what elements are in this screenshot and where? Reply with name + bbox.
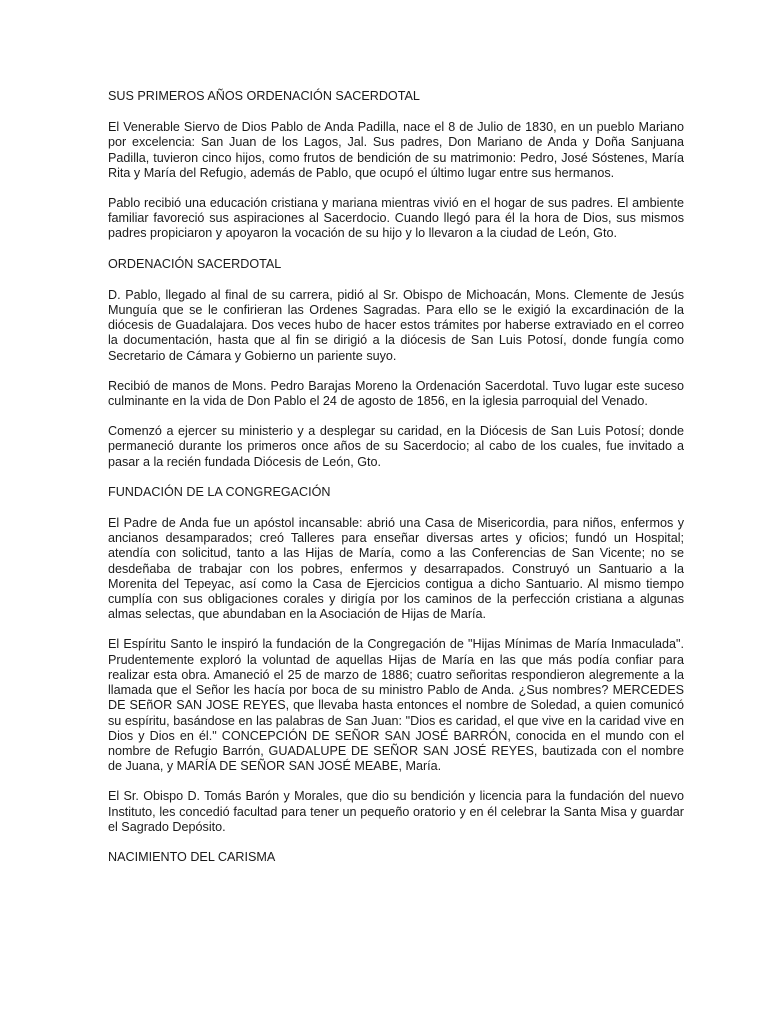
paragraph: Comenzó a ejercer su ministerio y a desplegar su caridad, en la Diócesis de San Luis Potosí; donde permaneció durante los primeros once años de su Sacerdocio; al cabo de los cuales, fue invitado a pasar a la recién fundada Diócesis de León, Gto.: [108, 424, 684, 469]
section-heading: FUNDACIÓN DE LA CONGREGACIÓN: [108, 484, 331, 499]
section-heading: NACIMIENTO DEL CARISMA: [108, 849, 276, 864]
paragraph: El Espíritu Santo le inspiró la fundación de la Congregación de "Hijas Mínimas de María Inmaculada". Prudentemente exploró la voluntad de aquellas Hijas de María en las que más podía confiar para realizar esta obra. Amaneció el 25 de marzo de 1886; cuatro señoritas respondieron alegremente a la llamada que el Señor les hacía por boca de su ministro Pablo de Anda. ¿Sus nombres? MERCEDES DE SEñOR SAN JOSE REYES, que llevaba hasta entonces el nombre de Soledad, a quien comunicó su espíritu, basándose en las palabras de San Juan: "Dios es caridad, el que vive en la caridad vive en Dios y Dios en él." CONCEPCIÓN DE SEÑOR SAN JOSÉ BARRÓN, conocida en el mundo con el nombre de Refugio Barrón, GUADALUPE DE SEÑOR SAN JOSÉ REYES, bautizada con el nombre de Juana, y MARÍA DE SEÑOR SAN JOSÉ MEABE, María.: [108, 637, 684, 774]
paragraph: El Padre de Anda fue un apóstol incansable: abrió una Casa de Misericordia, para niños, enfermos y ancianos desamparados; creó Talleres para enseñar diversas artes y oficios; fundó un Hospital; atendía con solicitud, tanto a las Hijas de María, como a las Conferencias de San Vicente; no se desdeñaba de trabajar con los pobres, enfermos y desarrapados. Construyó un Santuario a la Morenita del Tepeyac, así como la Casa de Ejercicios contigua a dicho Santuario. Al mismo tiempo cumplía con sus obligaciones corales y dirigía por los caminos de la perfección cristiana a algunas almas selectas, que abundaban en la Asociación de Hijas de María.: [108, 516, 684, 622]
section-heading: SUS PRIMEROS AÑOS ORDENACIÓN SACERDOTAL: [108, 89, 420, 103]
paragraph: El Sr. Obispo D. Tomás Barón y Morales, que dio su bendición y licencia para la fundación del nuevo Instituto, les concedió facultad para tener un pequeño oratorio y en él celebrar la Santa Misa y guardar el Sagrado Depósito.: [108, 789, 684, 834]
paragraph: Pablo recibió una educación cristiana y mariana mientras vivió en el hogar de sus padres. El ambiente familiar favoreció sus aspiraciones al Sacerdocio. Cuando llegó para él la hora de Dios, sus mismos padres propiciaron y apoyaron la vocación de su hijo y lo llevaron a la ciudad de León, Gto.: [108, 196, 684, 241]
paragraph: Recibió de manos de Mons. Pedro Barajas Moreno la Ordenación Sacerdotal. Tuvo lugar este suceso culminante en la vida de Don Pablo el 24 de agosto de 1856, en la iglesia parroquial del Venado.: [108, 378, 684, 409]
paragraph: El Venerable Siervo de Dios Pablo de Anda Padilla, nace el 8 de Julio de 1830, en un pueblo Mariano por excelencia: San Juan de los Lagos, Jal. Sus padres, Don Mariano de Anda y Doña Sanjuana Padilla, tuvieron cinco hijos, como frutos de bendición de su matrimonio: Pedro, José Sóstenes, María Rita y María del Refugio, además de Pablo, que ocupó el último lugar entre sus hermanos.: [108, 120, 684, 180]
section-heading: ORDENACIÓN SACERDOTAL: [108, 256, 282, 271]
paragraph: D. Pablo, llegado al final de su carrera, pidió al Sr. Obispo de Michoacán, Mons. Clemente de Jesús Munguía que se le confirieran las Ordenes Sagradas. Para ello se le exigió la excardinación de la diócesis de Guadalajara. Dos veces hubo de hacer estos trámites por haberse extraviado en el correo la documentación, hasta que al fin se dirigió a la diócesis de San Luis Potosí, donde fungía como Secretario de Cámara y Gobierno un pariente suyo.: [108, 287, 684, 363]
